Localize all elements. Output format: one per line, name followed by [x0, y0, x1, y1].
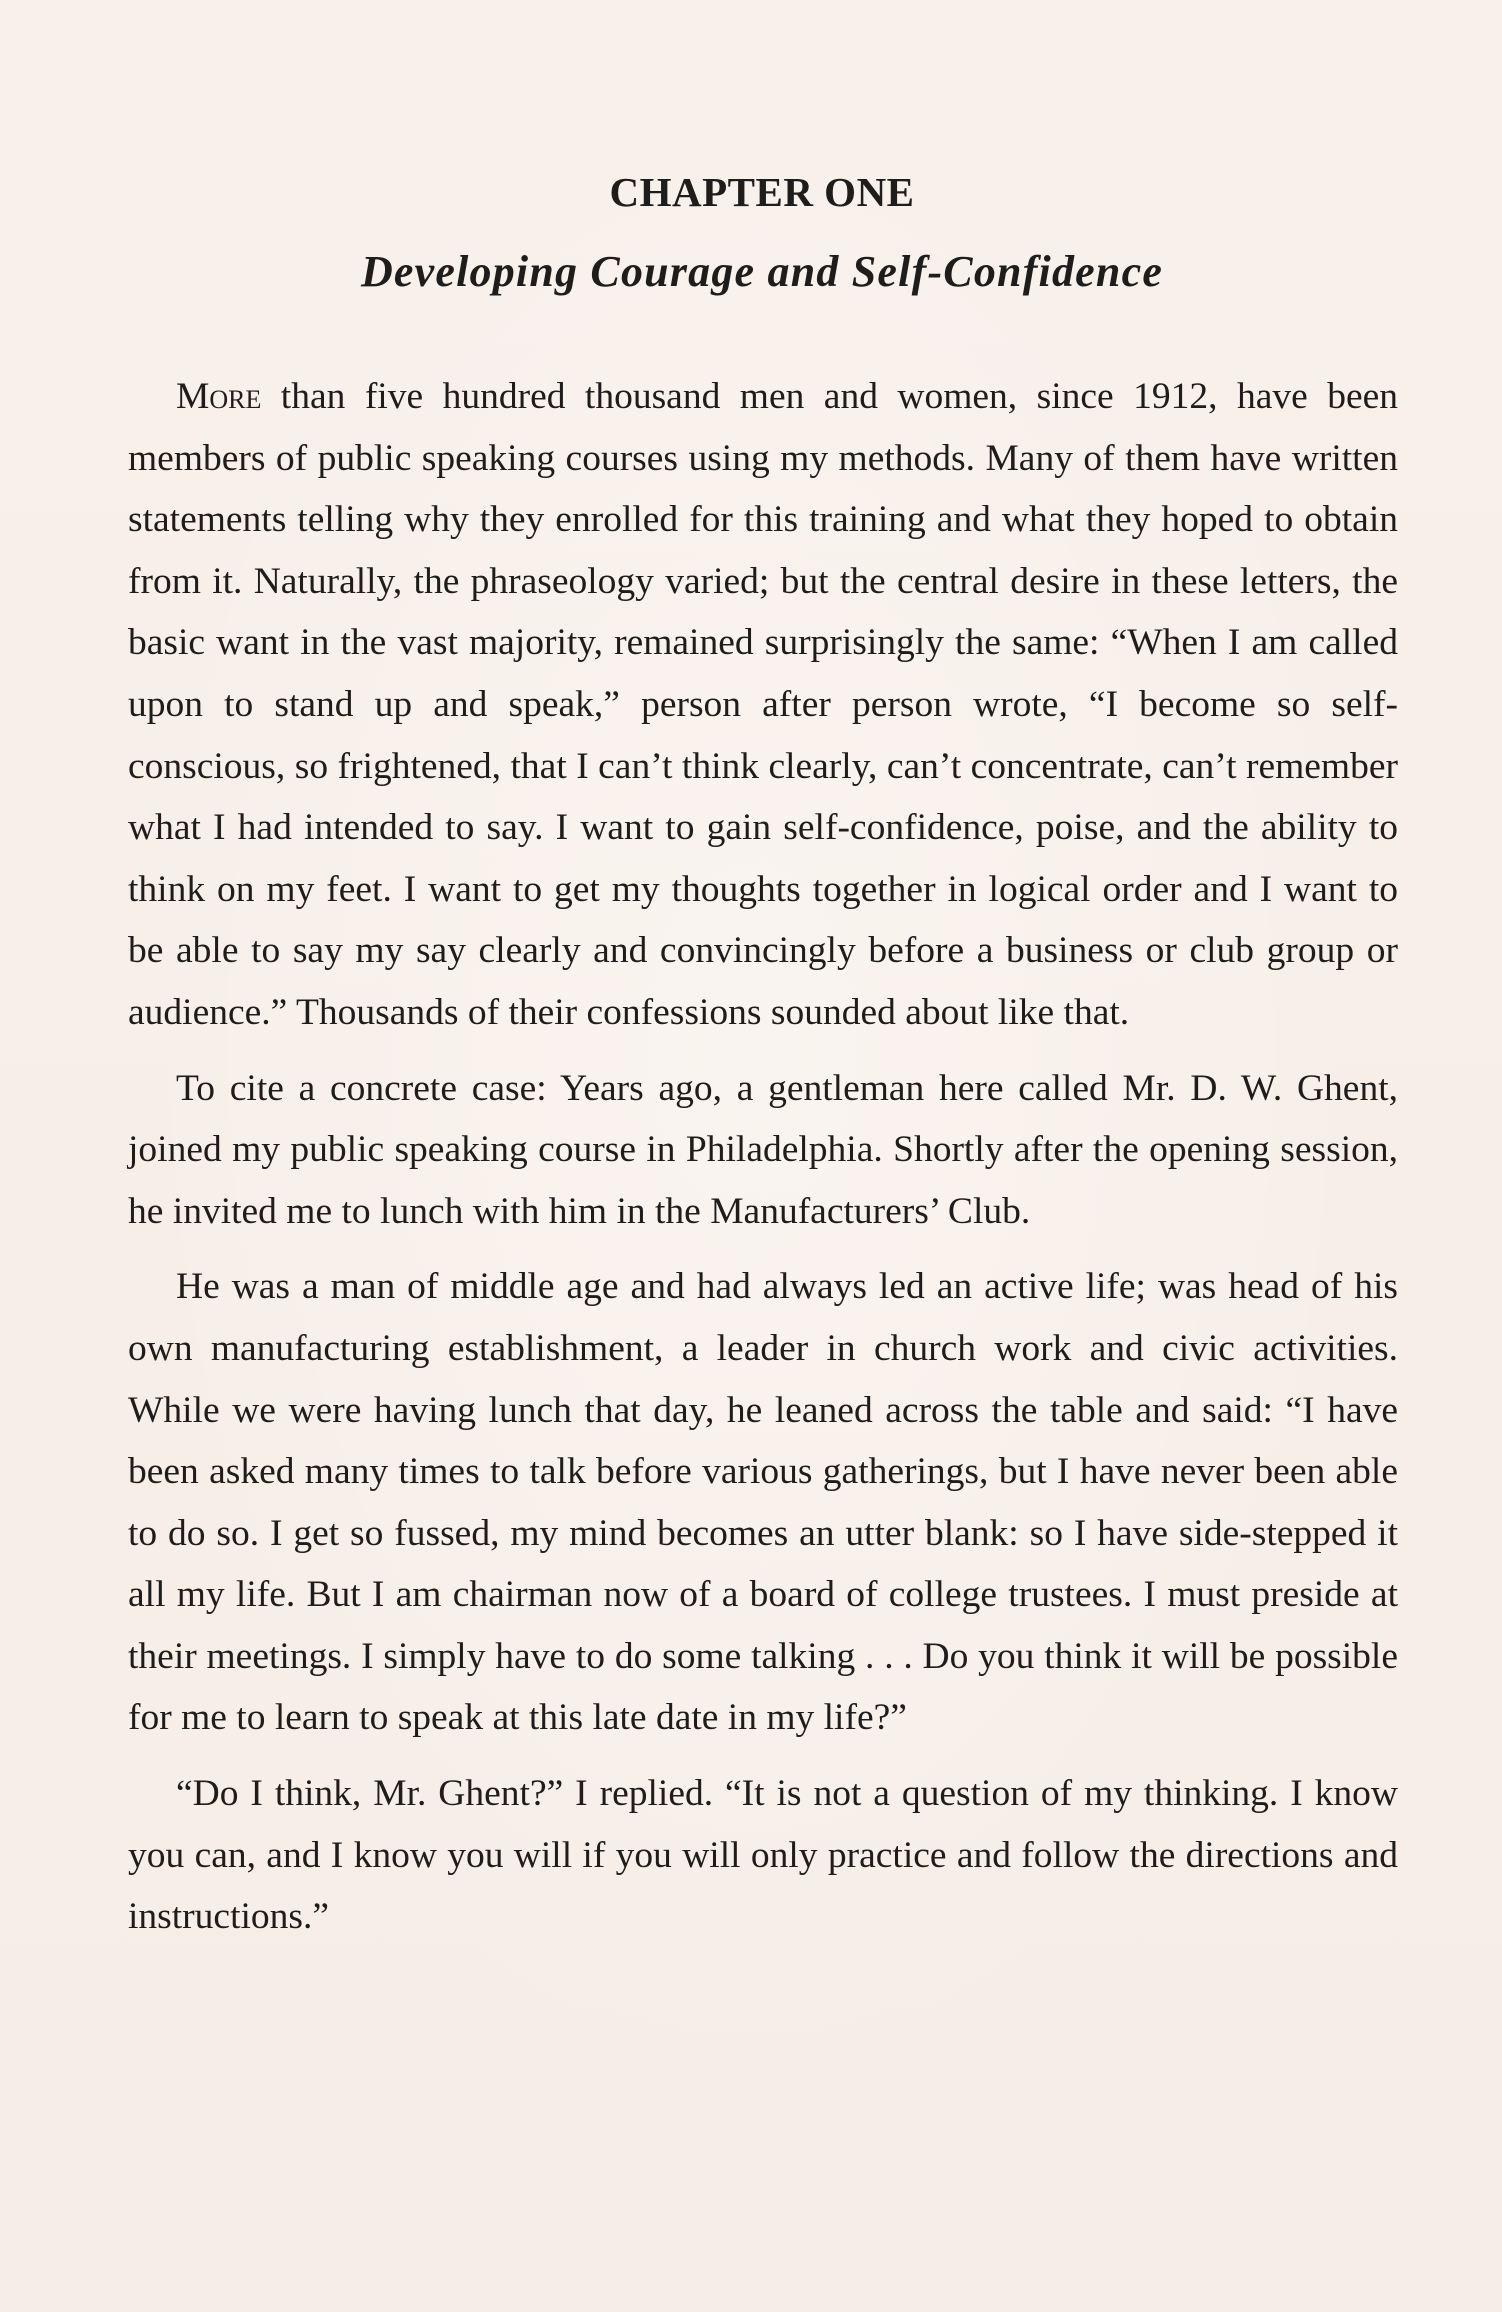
paragraph-4: “Do I think, Mr. Ghent?” I replied. “It is not a question of my thinking. I know you can, and I know you will if you will only practice and follow the directions and instructions.” — [128, 1773, 1398, 1938]
paragraph-2: To cite a concrete case: Years ago, a gentleman here called Mr. D. W. Ghent, joined my public speaking course in Philadelphia. Shortly after the opening session, he invited me to lunch with him in the Manufacturers’ Club. — [128, 1067, 1398, 1232]
chapter-subtitle: Developing Courage and Self-Confidence — [360, 247, 1164, 296]
paragraph-3: He was a man of middle age and had always led an active life; was head of his own manufacturing establishment, a leader in church work and civic activities. While we were having lunch that day, he leaned across the table and said: “I have been asked many times to talk before various gatherings, but I have never been able to do so. I get so fussed, my mind becomes an utter blank: so I have side-stepped it all my life. But I am chairman now of a board of college trustees. I must preside at their meetings. I simply have to do some talking . . . Do you think it will be possible for me to learn to speak at this late date in my life?” — [128, 1266, 1398, 1739]
paragraph-1 — [128, 366, 1398, 1044]
paragraph-1-text: than five hundred thousand men and women, since 1912, have been members of public speaking courses using my methods. Many of them have written statements telling why they enrolled for this training and what they hoped to obtain from it. Naturally, the phraseology varied; but the central desire in these letters, the basic want in the vast majority, remained surprisingly the same: “When I am called upon to stand up and speak,” person after person wrote, “I become so self-conscious, so frightened, that I can’t think clearly, can’t concentrate, can’t remember what I had intended to say. I want to gain self-confidence, poise, and the ability to think on my feet. I want to get my thoughts together in logical order and I want to be able to say my say clearly and convincingly before a business or club group or audience.” Thousands of their confessions sounded about like that. — [128, 376, 1398, 1033]
paragraph-lead-word: More — [176, 376, 262, 417]
body-text — [128, 366, 1398, 1962]
chapter-title: CHAPTER ONE — [609, 169, 915, 215]
